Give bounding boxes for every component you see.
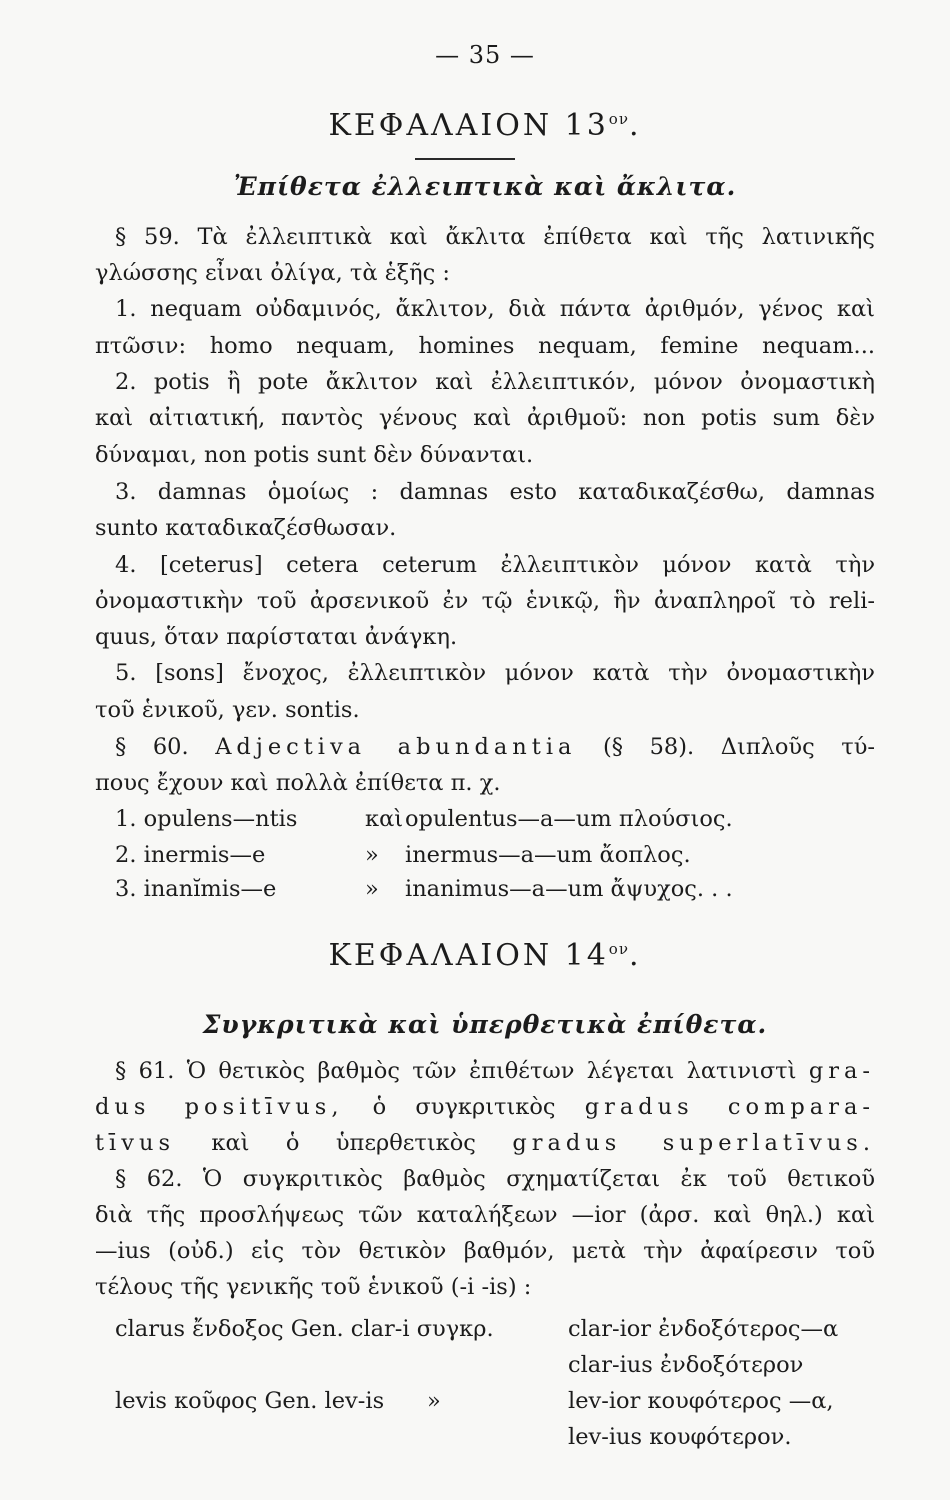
example-right: opulentus—a—um πλούσιος. bbox=[405, 806, 733, 832]
s60-section-mark: § 60. bbox=[115, 734, 189, 760]
s61-text: καὶ ὁ ὑπερθετικὸς bbox=[211, 1130, 476, 1156]
s61-term: gra- bbox=[808, 1058, 875, 1084]
s59-line: ὀνομαστικὴν τοῦ ἀρσενικοῦ ἐν τῷ ἑνικῷ, ἣν ἀναπληροῖ τὸ reli- bbox=[95, 588, 875, 614]
chapter-13-period: . bbox=[628, 108, 642, 141]
comparison-left: levis κοῦφος Gen. lev-is » bbox=[115, 1388, 441, 1414]
s59-line: πτῶσιν: homo nequam, homines nequam, femine nequam... bbox=[95, 333, 875, 359]
example-left: 1. opulens—ntis bbox=[115, 806, 298, 832]
example-left: 3. inanĭmis—e bbox=[115, 876, 277, 902]
example-right: inanimus—a—um ἄψυχος. . . bbox=[405, 876, 733, 902]
s60-heading-line bbox=[115, 732, 875, 762]
s59-line: 1. nequam οὐδαμινός, ἄκλιτον, διὰ πάντα ἀριθμόν, γένος καὶ bbox=[115, 296, 875, 322]
chapter-13-ordinal: ον bbox=[608, 110, 629, 128]
s61-term: gradus compara- bbox=[584, 1094, 875, 1120]
s60-term: Adjectiva abundantia bbox=[215, 734, 577, 760]
s61-text: § 61. Ὁ θετικὸς βαθμὸς τῶν ἐπιθέτων λέγεται λατινιστὶ bbox=[115, 1058, 797, 1084]
s59-line: quus, ὅταν παρίσταται ἀνάγκη. bbox=[95, 624, 458, 650]
s59-line: 3. damnas ὁμοίως : damnas esto καταδικαζέσθω, damnas bbox=[115, 479, 875, 505]
s59-line: καὶ αἰτιατική, παντὸς γένους καὶ ἀριθμοῦ: non potis sum δὲν bbox=[95, 405, 875, 431]
chapter-14-period: . bbox=[628, 938, 642, 971]
s61-term: dus positīvus, bbox=[95, 1094, 344, 1120]
chapter-14-heading bbox=[95, 934, 875, 971]
s62-line: § 62. Ὁ συγκριτικὸς βαθμὸς σχηματίζεται ἐκ τοῦ θετικοῦ bbox=[115, 1166, 875, 1192]
s59-line: sunto καταδικαζέσθωσαν. bbox=[95, 515, 397, 541]
example-mid: » bbox=[365, 842, 379, 868]
s59-line: 2. potis ἢ pote ἄκλιτον καὶ ἐλλειπτικόν, μόνον ὀνομαστικὴ bbox=[115, 369, 875, 395]
s61-line bbox=[95, 1128, 875, 1158]
chapter-13-heading bbox=[95, 104, 875, 141]
example-right: inermus—a—um ἄοπλος. bbox=[405, 842, 691, 868]
s61-term: gradus superlatīvus. bbox=[512, 1130, 875, 1156]
s61-line bbox=[95, 1092, 875, 1122]
s61-line bbox=[115, 1056, 875, 1086]
chapter-14-ordinal: ον bbox=[608, 940, 629, 958]
example-mid: καὶ bbox=[365, 806, 404, 832]
chapter-13-subtitle: Ἐπίθετα ἐλλειπτικὰ καὶ ἄκλιτα. bbox=[233, 172, 737, 201]
s62-line: διὰ τῆς προσλήψεως τῶν καταλήξεων —ior (ἀρσ. καὶ θηλ.) καὶ bbox=[95, 1202, 875, 1228]
example-mid: » bbox=[365, 876, 379, 902]
s61-text: ὁ συγκριτικὸς bbox=[372, 1094, 556, 1120]
comparison-right: lev-ior κουφότερος —α, bbox=[568, 1388, 834, 1414]
comparison-right: clar-ior ἐνδοξότερος—α bbox=[568, 1316, 839, 1342]
s59-line: § 59. Τὰ ἐλλειπτικὰ καὶ ἄκλιτα ἐπίθετα καὶ τῆς λατινικῆς bbox=[115, 224, 875, 250]
s60-line: πους ἔχουν καὶ πολλὰ ἐπίθετα π. χ. bbox=[95, 770, 501, 796]
comparison-right: lev-ius κουφότερον. bbox=[568, 1424, 792, 1450]
comparison-left: clarus ἔνδοξος Gen. clar-i συγκρ. bbox=[115, 1316, 494, 1342]
s61-term: tīvus bbox=[95, 1130, 175, 1156]
example-left: 2. inermis—e bbox=[115, 842, 266, 868]
s59-line: 5. [sons] ἔνοχος, ἐλλειπτικὸν μόνον κατὰ τὴν ὀνομαστικὴν bbox=[115, 660, 875, 686]
chapter-14-subtitle: Συγκριτικὰ καὶ ὑπερθετικὰ ἐπίθετα. bbox=[202, 1010, 768, 1039]
s59-line: γλώσσης εἶναι ὀλίγα, τὰ ἑξῆς : bbox=[95, 260, 450, 286]
comparison-right: clar-ius ἐνδοξότερον bbox=[568, 1352, 804, 1378]
s62-line: τέλους τῆς γενικῆς τοῦ ἑνικοῦ (-i -is) : bbox=[95, 1274, 532, 1300]
s62-line: —ius (οὐδ.) εἰς τὸν θετικὸν βαθμόν, μετὰ τὴν ἀφαίρεσιν τοῦ bbox=[95, 1238, 875, 1264]
s59-line: 4. [ceterus] cetera ceterum ἐλλειπτικὸν μόνον κατὰ τὴν bbox=[115, 552, 875, 578]
divider-rule bbox=[415, 158, 515, 160]
page-number: — 35 — bbox=[435, 41, 535, 69]
s59-line: τοῦ ἑνικοῦ, γεν. sontis. bbox=[95, 697, 360, 723]
s60-rest: (§ 58). Διπλοῦς τύ- bbox=[603, 734, 875, 760]
chapter-13-title: ΚΕΦΑΛΑΙΟΝ 13 bbox=[328, 108, 609, 141]
s59-line: δύναμαι, non potis sunt δὲν δύνανται. bbox=[95, 442, 534, 468]
chapter-14-title: ΚΕΦΑΛΑΙΟΝ 14 bbox=[328, 938, 609, 971]
